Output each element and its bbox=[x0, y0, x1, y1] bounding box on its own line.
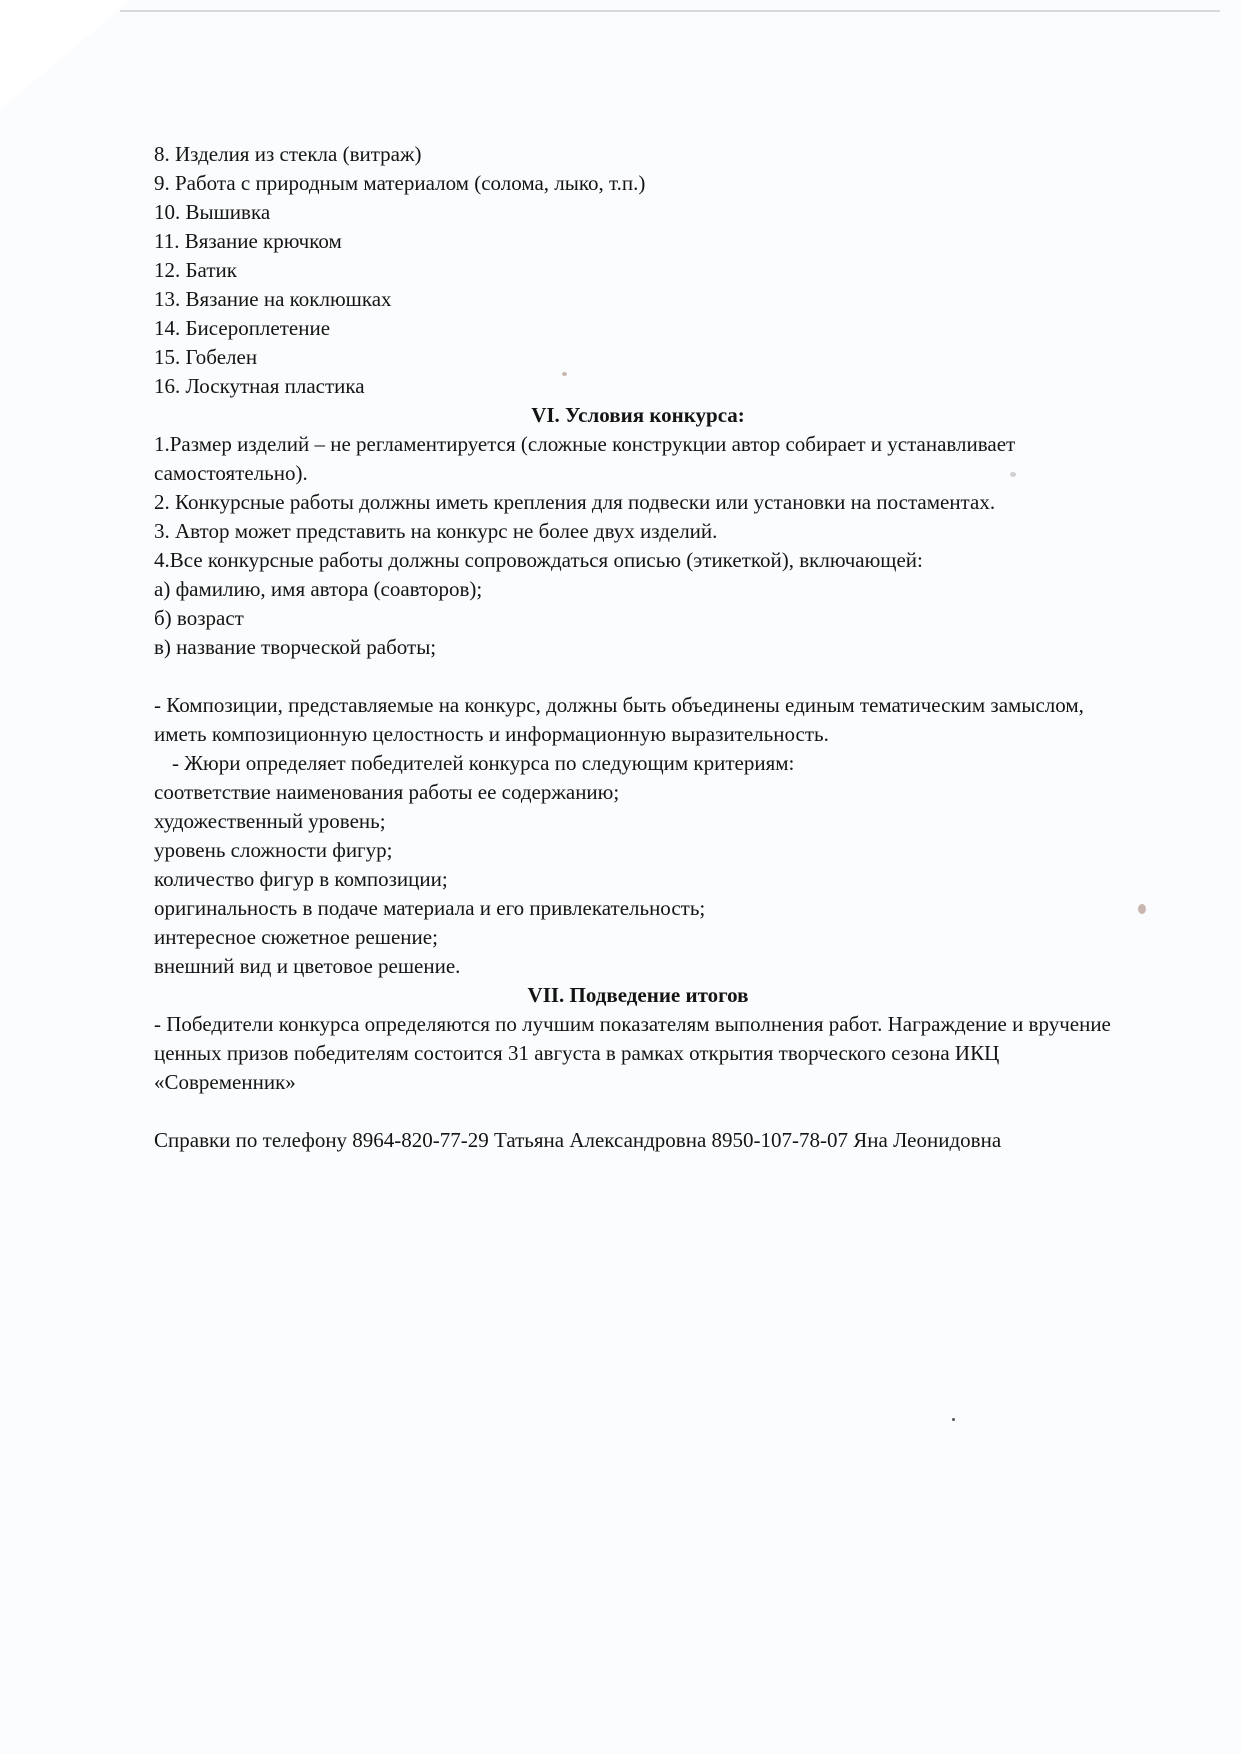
spacer bbox=[154, 662, 1114, 691]
criteria-item: художественный уровень; bbox=[154, 809, 386, 833]
contact-info: Справки по телефону 8964-820-77-29 Татьяна Александровна 8950-107-78-07 Яна Леонидовна bbox=[154, 1128, 1002, 1152]
list-item: 9. Работа с природным материалом (солома, лыко, т.п.) bbox=[154, 171, 646, 195]
condition-item: 2. Конкурсные работы должны иметь крепления для подвески или установки на постаментах. bbox=[154, 490, 996, 514]
results-text: - Победители конкурса определяются по лучшим показателям выполнения работ. Награждение и вручение ценных призов победителям состоится 31 августа в рамках открытия творческого сезона ИКЦ «Современник» bbox=[154, 1012, 1111, 1094]
list-item: 8. Изделия из стекла (витраж) bbox=[154, 142, 422, 166]
condition-subitem: а) фамилию, имя автора (соавторов); bbox=[154, 577, 483, 601]
conditions-list bbox=[154, 430, 1114, 662]
section-heading-conditions: VI. Условия конкурса: bbox=[531, 403, 745, 427]
category-list bbox=[154, 140, 1114, 401]
criteria-item: внешний вид и цветовое решение. bbox=[154, 954, 461, 978]
list-item: 10. Вышивка bbox=[154, 200, 271, 224]
criteria-item: соответствие наименования работы ее содержанию; bbox=[154, 780, 620, 804]
list-item: 15. Гобелен bbox=[154, 345, 258, 369]
criteria-item: оригинальность в подаче материала и его привлекательность; bbox=[154, 896, 706, 920]
condition-item: 1.Размер изделий – не регламентируется (сложные конструкции автор собирает и устанавливает самостоятельно). bbox=[154, 432, 1016, 485]
condition-subitem: б) возраст bbox=[154, 606, 244, 630]
condition-item: 3. Автор может представить на конкурс не более двух изделий. bbox=[154, 519, 718, 543]
list-item: 13. Вязание на коклюшках bbox=[154, 287, 392, 311]
condition-item: 4.Все конкурсные работы должны сопровождаться описью (этикеткой), включающей: bbox=[154, 548, 923, 572]
jury-intro: - Жюри определяет победителей конкурса по следующим критериям: bbox=[172, 751, 795, 775]
spacer bbox=[154, 1097, 1114, 1126]
criteria-item: количество фигур в композиции; bbox=[154, 867, 448, 891]
list-item: 16. Лоскутная пластика bbox=[154, 374, 365, 398]
document-body bbox=[154, 140, 1114, 1155]
criteria-list bbox=[154, 778, 1114, 981]
list-item: 14. Бисероплетение bbox=[154, 316, 331, 340]
composition-note: - Композиции, представляемые на конкурс, должны быть объединены единым тематическим замыслом, иметь композиционную целостность и информационную выразительность. bbox=[154, 693, 1084, 746]
list-item: 12. Батик bbox=[154, 258, 237, 282]
section-heading-results: VII. Подведение итогов bbox=[527, 983, 749, 1007]
condition-subitem: в) название творческой работы; bbox=[154, 635, 437, 659]
page-top-edge bbox=[120, 10, 1220, 12]
scan-speck bbox=[952, 1418, 955, 1421]
list-item: 11. Вязание крючком bbox=[154, 229, 342, 253]
scan-speck bbox=[1138, 904, 1146, 914]
criteria-item: интересное сюжетное решение; bbox=[154, 925, 438, 949]
criteria-item: уровень сложности фигур; bbox=[154, 838, 393, 862]
